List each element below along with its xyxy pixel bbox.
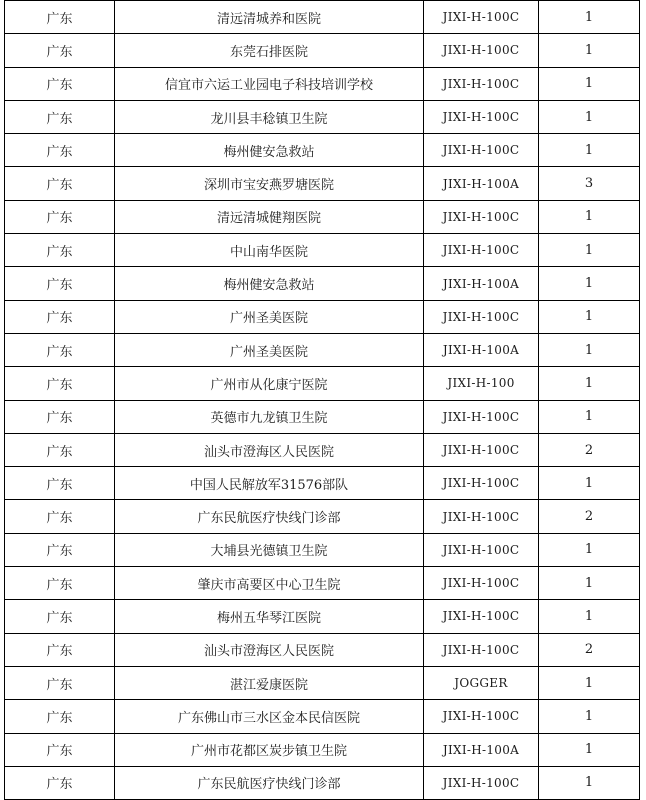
province-cell: 广东 (5, 267, 115, 300)
quantity-cell: 1 (539, 267, 640, 300)
quantity-cell: 1 (539, 333, 640, 366)
quantity-cell: 1 (539, 733, 640, 766)
institution-cell: 清远清城养和医院 (115, 1, 424, 34)
province-cell: 广东 (5, 1, 115, 34)
institution-cell: 大埔县光德镇卫生院 (115, 533, 424, 566)
institution-cell: 广东民航医疗快线门诊部 (115, 500, 424, 533)
model-cell: JIXI-H-100A (424, 733, 539, 766)
model-cell: JIXI-H-100C (424, 500, 539, 533)
institution-cell: 梅州五华琴江医院 (115, 600, 424, 633)
model-cell: JOGGER (424, 666, 539, 699)
institution-cell: 广东民航医疗快线门诊部 (115, 766, 424, 799)
quantity-cell: 1 (539, 300, 640, 333)
quantity-cell: 1 (539, 700, 640, 733)
quantity-cell: 1 (539, 234, 640, 267)
table-row (5, 766, 640, 799)
province-cell: 广东 (5, 733, 115, 766)
table-row (5, 700, 640, 733)
model-cell: JIXI-H-100C (424, 633, 539, 666)
model-cell: JIXI-H-100C (424, 600, 539, 633)
institution-cell: 东莞石排医院 (115, 34, 424, 67)
province-cell: 广东 (5, 333, 115, 366)
institution-cell: 清远清城健翔医院 (115, 200, 424, 233)
quantity-cell: 1 (539, 67, 640, 100)
model-cell: JIXI-H-100C (424, 766, 539, 799)
quantity-cell: 1 (539, 533, 640, 566)
model-cell: JIXI-H-100C (424, 34, 539, 67)
quantity-cell: 1 (539, 367, 640, 400)
table-row (5, 134, 640, 167)
table-row (5, 34, 640, 67)
quantity-cell: 1 (539, 134, 640, 167)
table-row (5, 300, 640, 333)
table-row (5, 234, 640, 267)
model-cell: JIXI-H-100 (424, 367, 539, 400)
table-row (5, 67, 640, 100)
province-cell: 广东 (5, 633, 115, 666)
quantity-cell: 1 (539, 34, 640, 67)
device-table (4, 0, 640, 800)
table-row (5, 533, 640, 566)
province-cell: 广东 (5, 500, 115, 533)
table-row (5, 567, 640, 600)
table-row (5, 1, 640, 34)
quantity-cell: 1 (539, 100, 640, 133)
table-row (5, 400, 640, 433)
institution-cell: 龙川县丰稔镇卫生院 (115, 100, 424, 133)
institution-cell: 广州圣美医院 (115, 300, 424, 333)
quantity-cell: 1 (539, 200, 640, 233)
institution-cell: 梅州健安急救站 (115, 267, 424, 300)
model-cell: JIXI-H-100C (424, 533, 539, 566)
model-cell: JIXI-H-100C (424, 400, 539, 433)
province-cell: 广东 (5, 600, 115, 633)
quantity-cell: 1 (539, 467, 640, 500)
table-row (5, 733, 640, 766)
table-row (5, 167, 640, 200)
institution-cell: 汕头市澄海区人民医院 (115, 433, 424, 466)
institution-cell: 广州圣美医院 (115, 333, 424, 366)
province-cell: 广东 (5, 766, 115, 799)
table-row (5, 367, 640, 400)
province-cell: 广东 (5, 467, 115, 500)
model-cell: JIXI-H-100C (424, 567, 539, 600)
quantity-cell: 1 (539, 600, 640, 633)
quantity-cell: 1 (539, 400, 640, 433)
institution-cell: 肇庆市高要区中心卫生院 (115, 567, 424, 600)
table-row (5, 100, 640, 133)
quantity-cell: 1 (539, 766, 640, 799)
institution-cell: 广州市花都区炭步镇卫生院 (115, 733, 424, 766)
institution-cell: 湛江爱康医院 (115, 666, 424, 699)
quantity-cell: 2 (539, 433, 640, 466)
model-cell: JIXI-H-100C (424, 433, 539, 466)
province-cell: 广东 (5, 700, 115, 733)
province-cell: 广东 (5, 67, 115, 100)
model-cell: JIXI-H-100C (424, 300, 539, 333)
model-cell: JIXI-H-100C (424, 200, 539, 233)
institution-cell: 信宜市六运工业园电子科技培训学校 (115, 67, 424, 100)
model-cell: JIXI-H-100C (424, 100, 539, 133)
table-row (5, 267, 640, 300)
institution-cell: 广东佛山市三水区金本民信医院 (115, 700, 424, 733)
model-cell: JIXI-H-100A (424, 333, 539, 366)
quantity-cell: 1 (539, 1, 640, 34)
province-cell: 广东 (5, 367, 115, 400)
model-cell: JIXI-H-100C (424, 67, 539, 100)
province-cell: 广东 (5, 567, 115, 600)
model-cell: JIXI-H-100A (424, 267, 539, 300)
institution-cell: 中国人民解放军31576部队 (115, 467, 424, 500)
province-cell: 广东 (5, 100, 115, 133)
table-row (5, 633, 640, 666)
province-cell: 广东 (5, 34, 115, 67)
table-row (5, 433, 640, 466)
province-cell: 广东 (5, 666, 115, 699)
province-cell: 广东 (5, 200, 115, 233)
institution-cell: 广州市从化康宁医院 (115, 367, 424, 400)
institution-cell: 深圳市宝安燕罗塘医院 (115, 167, 424, 200)
model-cell: JIXI-H-100C (424, 134, 539, 167)
province-cell: 广东 (5, 400, 115, 433)
institution-cell: 梅州健安急救站 (115, 134, 424, 167)
quantity-cell: 2 (539, 633, 640, 666)
table-row (5, 200, 640, 233)
table-row (5, 467, 640, 500)
model-cell: JIXI-H-100C (424, 1, 539, 34)
table-row (5, 666, 640, 699)
model-cell: JIXI-H-100C (424, 700, 539, 733)
model-cell: JIXI-H-100A (424, 167, 539, 200)
model-cell: JIXI-H-100C (424, 234, 539, 267)
province-cell: 广东 (5, 134, 115, 167)
table-row (5, 600, 640, 633)
table-row (5, 500, 640, 533)
model-cell: JIXI-H-100C (424, 467, 539, 500)
province-cell: 广东 (5, 300, 115, 333)
institution-cell: 中山南华医院 (115, 234, 424, 267)
province-cell: 广东 (5, 167, 115, 200)
quantity-cell: 3 (539, 167, 640, 200)
institution-cell: 英德市九龙镇卫生院 (115, 400, 424, 433)
province-cell: 广东 (5, 234, 115, 267)
table-body (5, 1, 640, 800)
quantity-cell: 1 (539, 567, 640, 600)
province-cell: 广东 (5, 433, 115, 466)
province-cell: 广东 (5, 533, 115, 566)
institution-cell: 汕头市澄海区人民医院 (115, 633, 424, 666)
quantity-cell: 2 (539, 500, 640, 533)
table-row (5, 333, 640, 366)
quantity-cell: 1 (539, 666, 640, 699)
